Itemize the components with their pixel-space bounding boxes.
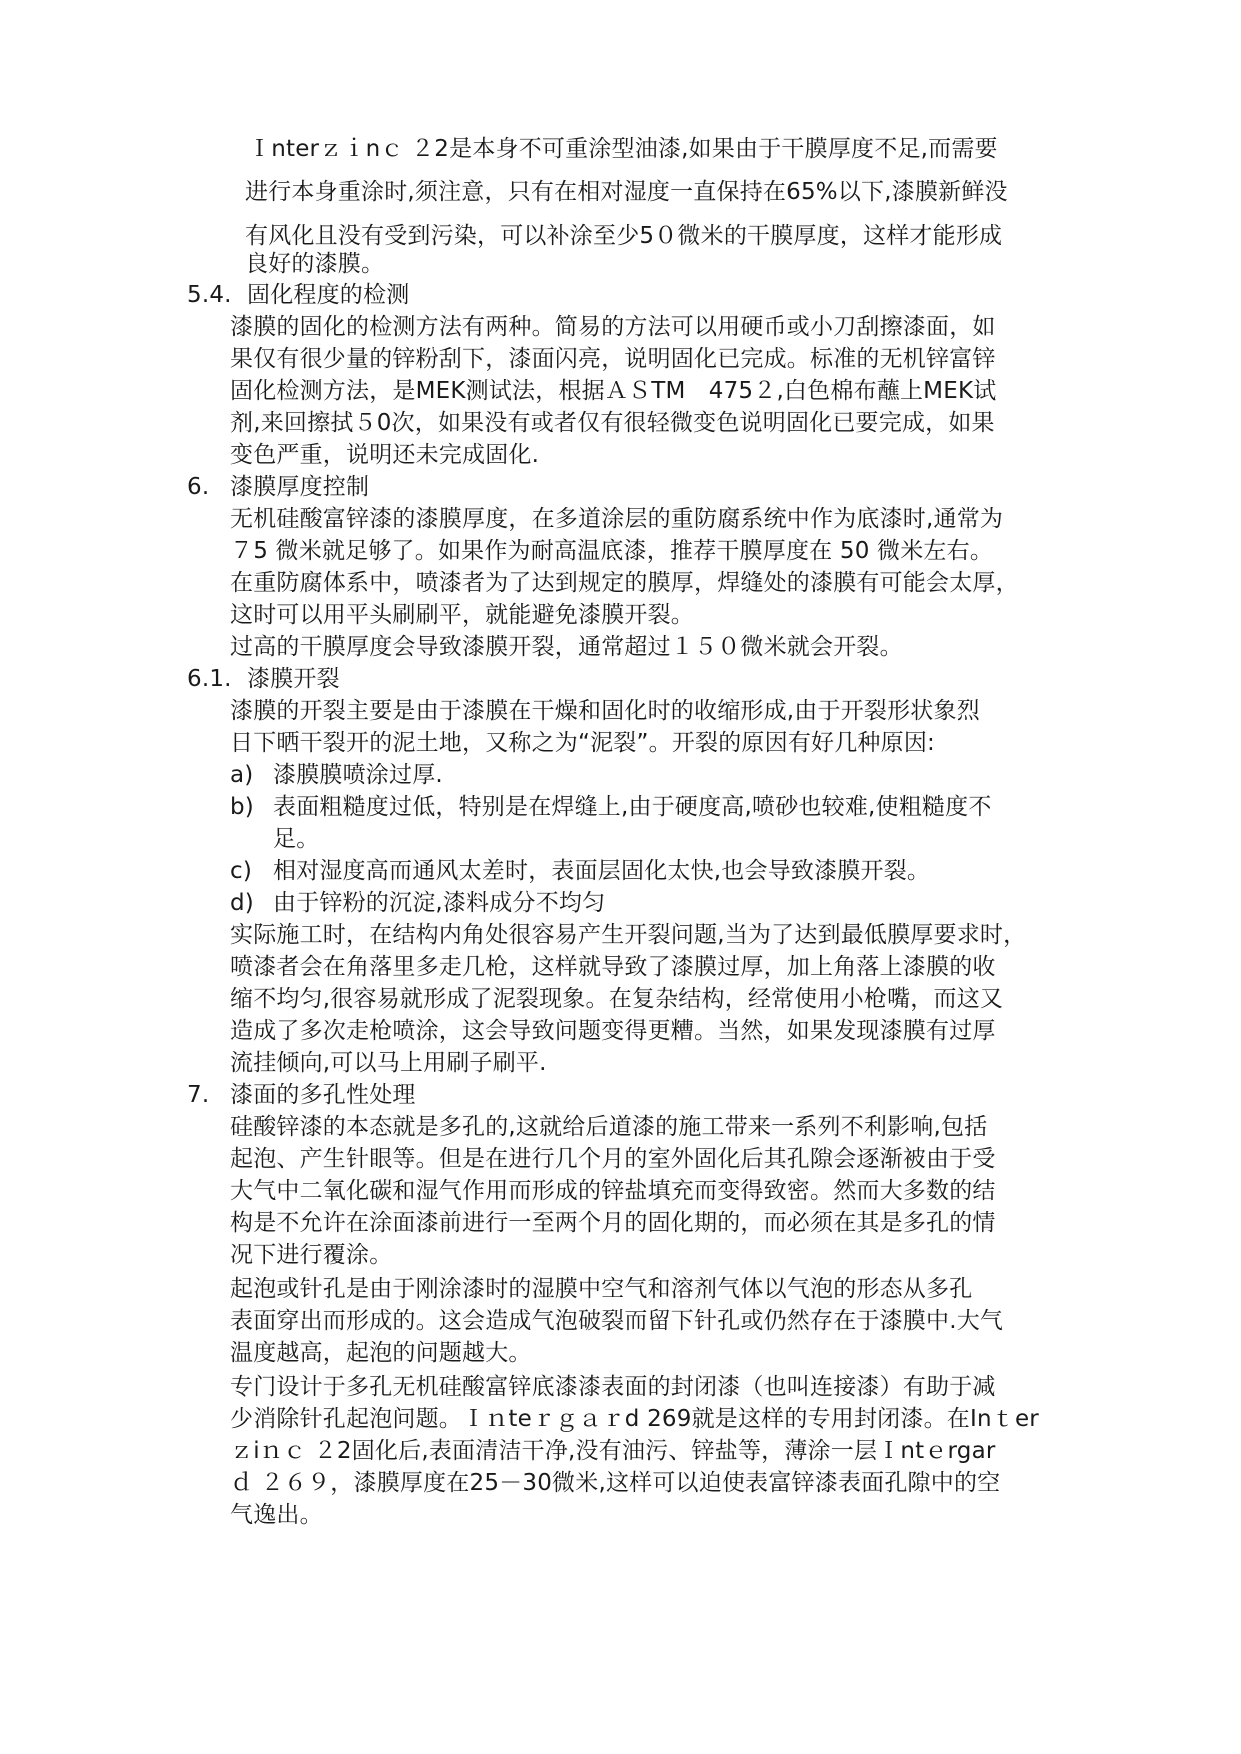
section-5-4-number: 5.4. [187, 282, 232, 308]
s7-p1-line-1: 硅酸锌漆的本态就是多孔的,这就给后道漆的施工带来一系列不利影响,包括 [230, 1114, 988, 1140]
list-item-b-text: 表面粗糙度过低，特别是在焊缝上,由于硬度高,喷砂也较难,使粗糙度不 [273, 794, 992, 820]
s7-p1-line-5: 况下进行覆涂。 [230, 1242, 393, 1268]
s61-line-2: 日下晒干裂开的泥土地，又称之为“泥裂”。开裂的原因有好几种原因: [230, 730, 935, 756]
intro-line-1: Ｉnterｚｉnｃ ２2是本身不可重涂型油漆,如果由于干膜厚度不足,而需要 [248, 136, 998, 162]
s7-p3-line-5: 气逸出。 [230, 1502, 323, 1528]
section-6-number: 6. [187, 474, 210, 500]
s7-p1-line-4: 构是不允许在涂面漆前进行一至两个月的固化期的，而必须在其是多孔的情 [230, 1210, 996, 1236]
intro-line-4: 良好的漆膜。 [245, 251, 385, 277]
s7-p3-line-1: 专门设计于多孔无机硅酸富锌底漆漆表面的封闭漆（也叫连接漆）有助于减 [230, 1374, 996, 1400]
s6-line-4: 这时可以用平头刷刷平，就能避免漆膜开裂。 [230, 602, 694, 628]
s61-after-line-3: 缩不均匀,很容易就形成了泥裂现象。在复杂结构，经常使用小枪嘴，而这又 [230, 986, 1004, 1012]
intro-line-3: 有风化且没有受到污染，可以补涂至少5０微米的干膜厚度，这样才能形成 [245, 223, 1003, 249]
list-item-b-continuation: 足。 [273, 826, 320, 852]
section-7-title: 漆面的多孔性处理 [230, 1082, 416, 1108]
s61-after-line-4: 造成了多次走枪喷涂，这会导致问题变得更糟。当然，如果发现漆膜有过厚 [230, 1018, 996, 1044]
s61-after-line-2: 喷漆者会在角落里多走几枪，这样就导致了漆膜过厚，加上角落上漆膜的收 [230, 954, 996, 980]
s7-p3-line-4: ｄ ２６９，漆膜厚度在25－30微米,这样可以迫使表富锌漆表面孔隙中的空 [230, 1470, 1001, 1496]
s54-line-5: 变色严重，说明还未完成固化. [230, 442, 540, 468]
list-item-c-marker: c) [230, 858, 253, 884]
s7-p2-line-3: 温度越高，起泡的问题越大。 [230, 1340, 532, 1366]
s6-line-2: ７5 微米就足够了。如果作为耐高温底漆，推荐干膜厚度在 50 微米左右。 [230, 538, 994, 564]
s7-p1-line-2: 起泡、产生针眼等。但是在进行几个月的室外固化后其孔隙会逐渐被由于受 [230, 1146, 996, 1172]
s7-p2-line-1: 起泡或针孔是由于刚涂漆时的湿膜中空气和溶剂气体以气泡的形态从多孔 [230, 1276, 973, 1302]
s6-line-1: 无机硅酸富锌漆的漆膜厚度，在多道涂层的重防腐系统中作为底漆时,通常为 [230, 506, 1004, 532]
section-5-4-title: 固化程度的检测 [247, 282, 410, 308]
s6-line-5: 过高的干膜厚度会导致漆膜开裂，通常超过１５０微米就会开裂。 [230, 634, 903, 660]
list-item-a-text: 漆膜膜喷涂过厚. [273, 762, 443, 788]
s7-p3-line-3: ｚiｎｃ ２2固化后,表面清洁干净,没有油污、锌盐等，薄涂一层Ｉntｅrgar [230, 1438, 996, 1464]
s7-p2-line-2: 表面穿出而形成的。这会造成气泡破裂而留下针孔或仍然存在于漆膜中.大气 [230, 1308, 1004, 1334]
s54-line-3: 固化检测方法，是MEK测试法，根据ＡＳTM 475２,白色棉布蘸上MEK试 [230, 378, 997, 404]
section-6-1-number: 6.1. [187, 666, 232, 692]
list-item-a-marker: a) [230, 762, 254, 788]
s61-after-line-1: 实际施工时，在结构内角处很容易产生开裂问题,当为了达到最低膜厚要求时， [230, 922, 1027, 948]
s7-p1-line-3: 大气中二氧化碳和湿气作用而形成的锌盐填充而变得致密。然而大多数的结 [230, 1178, 996, 1204]
s54-line-4: 剂,来回擦拭５0次，如果没有或者仅有很轻微变色说明固化已要完成，如果 [230, 410, 995, 436]
s54-line-1: 漆膜的固化的检测方法有两种。简易的方法可以用硬币或小刀刮擦漆面，如 [230, 314, 996, 340]
s61-line-1: 漆膜的开裂主要是由于漆膜在干燥和固化时的收缩形成,由于开裂形状象烈 [230, 698, 980, 724]
list-item-b-marker: b) [230, 794, 254, 820]
s61-after-line-5: 流挂倾向,可以马上用刷子刷平. [230, 1050, 547, 1076]
list-item-d-text: 由于锌粉的沉淀,漆料成分不均匀 [273, 890, 606, 916]
s6-line-3: 在重防腐体系中，喷漆者为了达到规定的膜厚，焊缝处的漆膜有可能会太厚， [230, 570, 1019, 596]
section-6-title: 漆膜厚度控制 [230, 474, 370, 500]
section-7-number: 7. [187, 1082, 210, 1108]
list-item-d-marker: d) [230, 890, 254, 916]
s54-line-2: 果仅有很少量的锌粉刮下，漆面闪亮，说明固化已完成。标准的无机锌富锌 [230, 346, 996, 372]
section-6-1-title: 漆膜开裂 [247, 666, 340, 692]
list-item-c-text: 相对湿度高而通风太差时，表面层固化太快,也会导致漆膜开裂。 [273, 858, 931, 884]
s7-p3-line-2: 少消除针孔起泡问题。Ｉｎteｒｇａｒd 269就是这样的专用封闭漆。在Inｔer [230, 1406, 1039, 1432]
intro-line-2: 进行本身重涂时,须注意，只有在相对湿度一直保持在65%以下,漆膜新鲜没 [245, 179, 1008, 205]
